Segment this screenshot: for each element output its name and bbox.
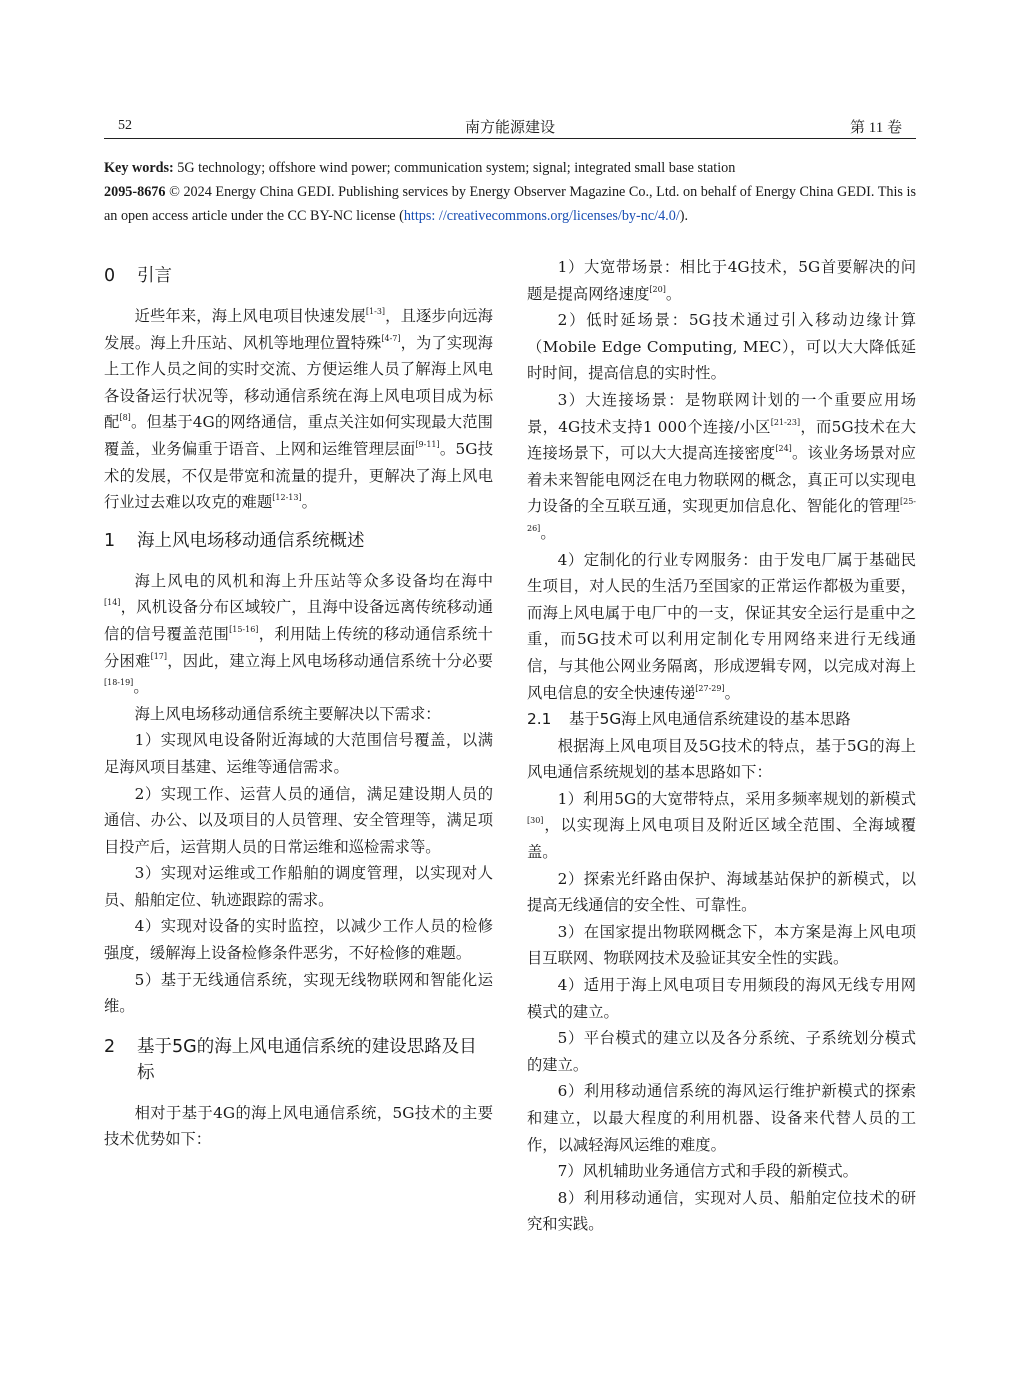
citation: [4-7] (381, 333, 401, 343)
right-column (527, 254, 916, 1238)
citation: [15-16] (229, 624, 259, 634)
list-item: 1）利用5G的大宽带特点，采用多频率规划的新模式[30]，以实现海上风电项目及附近区域全范围、全海域覆盖。 (527, 789, 916, 862)
keywords-line (104, 156, 916, 180)
citation: [17] (150, 651, 167, 661)
list-item: 2）实现工作、运营人员的通信，满足建设期人员的通信、办公、以及项目的人员管理、安全管理等，满足项目投产后，运营期人员的日常运维和巡检需求等。 (104, 784, 493, 856)
list-item: 5）平台模式的建立以及各分系统、子系统划分模式的建立。 (527, 1029, 916, 1074)
section-1-paragraph: 海上风电的风机和海上升压站等众多设备均在海中[14]，风机设备分布区域较广，且海中设备远离传统移动通信的信号覆盖范围[15-16]，利用陆上传统的移动通信系统十分困难[17]，因此，建立海上风电场移动通信系统十分必要[18-19]。 (104, 571, 493, 697)
section-number: 1 (104, 530, 116, 551)
section-number: 0 (104, 266, 116, 286)
citation: [8] (119, 413, 131, 423)
citation: [18-19] (104, 678, 134, 688)
list-item: 5）基于无线通信系统，实现无线物联网和智能化运维。 (104, 970, 493, 1016)
copyright-line (104, 180, 916, 228)
list-item: 6）利用移动通信系统的海风运行维护新模式的探索和建立，以最大程度的利用机器、设备来代替人员的工作，以减轻海风运维的难度。 (527, 1082, 916, 1154)
list-item: 3）实现对运维或工作船舶的调度管理，以实现对人员、船舶定位、轨迹跟踪的需求。 (104, 864, 493, 909)
list-item: 4）实现对设备的实时监控，以减少工作人员的检修强度，缓解海上设备检修条件恶劣，不好检修的难题。 (104, 917, 493, 963)
license-link[interactable]: https: //creativecommons.org/licenses/by-nc/4.0/ (403, 208, 680, 224)
citation: [1-3] (365, 307, 386, 316)
keywords-text: 5G technology; offshore wind power; communication system; signal; integrated small base station (177, 160, 736, 176)
copyright-text: © 2024 Energy China GEDI. Publishing services by Energy Observer Magazine Co., Ltd. on behalf of Energy China GEDI. This is an open access article under the CC BY-NC license ( (104, 184, 917, 224)
issn: 2095-8676 (104, 184, 166, 200)
intro-paragraph: 近些年来，海上风电项目快速发展[1-3]，且逐步向远海发展。海上升压站、风机等地理位置特殊[4-7]，为了实现海上工作人员之间的实时交流、方便运维人员了解海上风电各设备运行状况等，移动通信系统在海上风电项目成为标配[8]。但基于4G的网络通信，重点关注如何实现最大范围覆盖，业务偏重于语音、上网和运维管理层面[9-11]。5G技术的发展，不仅是带宽和流量的提升，更解决了海上风电行业过去难以攻克的难题[12-13]。 (104, 307, 493, 512)
section-number: 2.1 (527, 710, 552, 729)
section-number: 2 (104, 1036, 116, 1057)
paragraph: 根据海上风电项目及5G技术的特点，基于5G的海上风电通信系统规划的基本思路如下： (527, 736, 916, 782)
section-1-heading (104, 528, 493, 554)
page-number: 52 (118, 118, 132, 133)
list-item: 2）低时延场景：5G技术通过引入移动边缘计算（Mobile Edge Computing, MEC），可以大大降低延时时间，提高信息的实时性。 (527, 311, 916, 383)
list-item: 3）大连接场景：是物联网计划的一个重要应用场景，4G技术支持1 000个连接/小区[21-23]，而5G技术在大连接场景下，可以大大提高连接密度[24]。该业务场景对应着未来智能电网泛在电力物联网的概念，真正可以实现电力设备的全互联互通，实现更加信息化、智能化的管理[25-26]。 (527, 390, 917, 542)
section-2-1-heading (527, 706, 916, 733)
article-metadata (104, 156, 916, 228)
left-column (104, 254, 493, 1153)
list-item: 7）风机辅助业务通信方式和手段的新模式。 (557, 1162, 858, 1181)
volume-label: 第 11 卷 (850, 120, 902, 136)
list-item: 3）在国家提出物联网概念下，本方案是海上风电项目互联网、物联网技术及验证其安全性的实践。 (527, 922, 916, 968)
citation: [30] (527, 816, 544, 826)
section-2-paragraph: 相对于基于4G的海上风电通信系统，5G技术的主要技术优势如下： (104, 1103, 493, 1149)
citation: [14] (104, 598, 121, 608)
journal-name: 南方能源建设 (464, 120, 555, 136)
list-item: 1）大宽带场景：相比于4G技术，5G首要解决的问题是提高网络速度[20]。 (527, 258, 916, 303)
keywords-label: Key words: (104, 160, 174, 176)
section-2-heading (104, 1034, 493, 1086)
citation: [12-13] (272, 493, 302, 503)
citation: [21-23] (770, 417, 801, 427)
citation: [24] (775, 444, 792, 454)
list-item: 8）利用移动通信，实现对人员、船舶定位技术的研究和实践。 (527, 1188, 916, 1234)
header-rule (104, 138, 916, 139)
section-title: 基于5G海上风电通信系统建设的基本思路 (569, 710, 851, 729)
list-item: 2）探索光纤路由保护、海域基站保护的新模式，以提高无线通信的安全性、可靠性。 (527, 869, 916, 915)
citation: [25-26] (527, 497, 916, 533)
section-title: 引言 (137, 266, 172, 286)
requirements-intro: 海上风电场移动通信系统主要解决以下需求： (134, 704, 441, 723)
copyright-end: ). (679, 208, 689, 224)
citation: [27-29] (695, 683, 725, 693)
citation: [9-11] (415, 439, 440, 449)
section-title: 基于5G的海上风电通信系统的建设思路及目标 (137, 1036, 477, 1083)
running-header (104, 114, 916, 138)
section-0-heading (104, 263, 493, 289)
citation: [20] (649, 284, 666, 294)
list-item: 1）实现风电设备附近海域的大范围信号覆盖，以满足海风项目基建、运维等通信需求。 (104, 731, 493, 776)
section-title: 海上风电场移动通信系统概述 (137, 530, 365, 551)
list-item: 4）定制化的行业专网服务：由于发电厂属于基础民生项目，对人民的生活乃至国家的正常运作都极为重要，而海上风电属于电厂中的一支，保证其安全运行是重中之重，而5G技术可以利用定制化专用网络来进行无线通信，与其他公网业务隔离，形成逻辑专网，以完成对海上风电信息的安全快速传递[27-29]。 (527, 550, 916, 702)
list-item: 4）适用于海上风电项目专用频段的海风无线专用网模式的建立。 (527, 976, 916, 1021)
